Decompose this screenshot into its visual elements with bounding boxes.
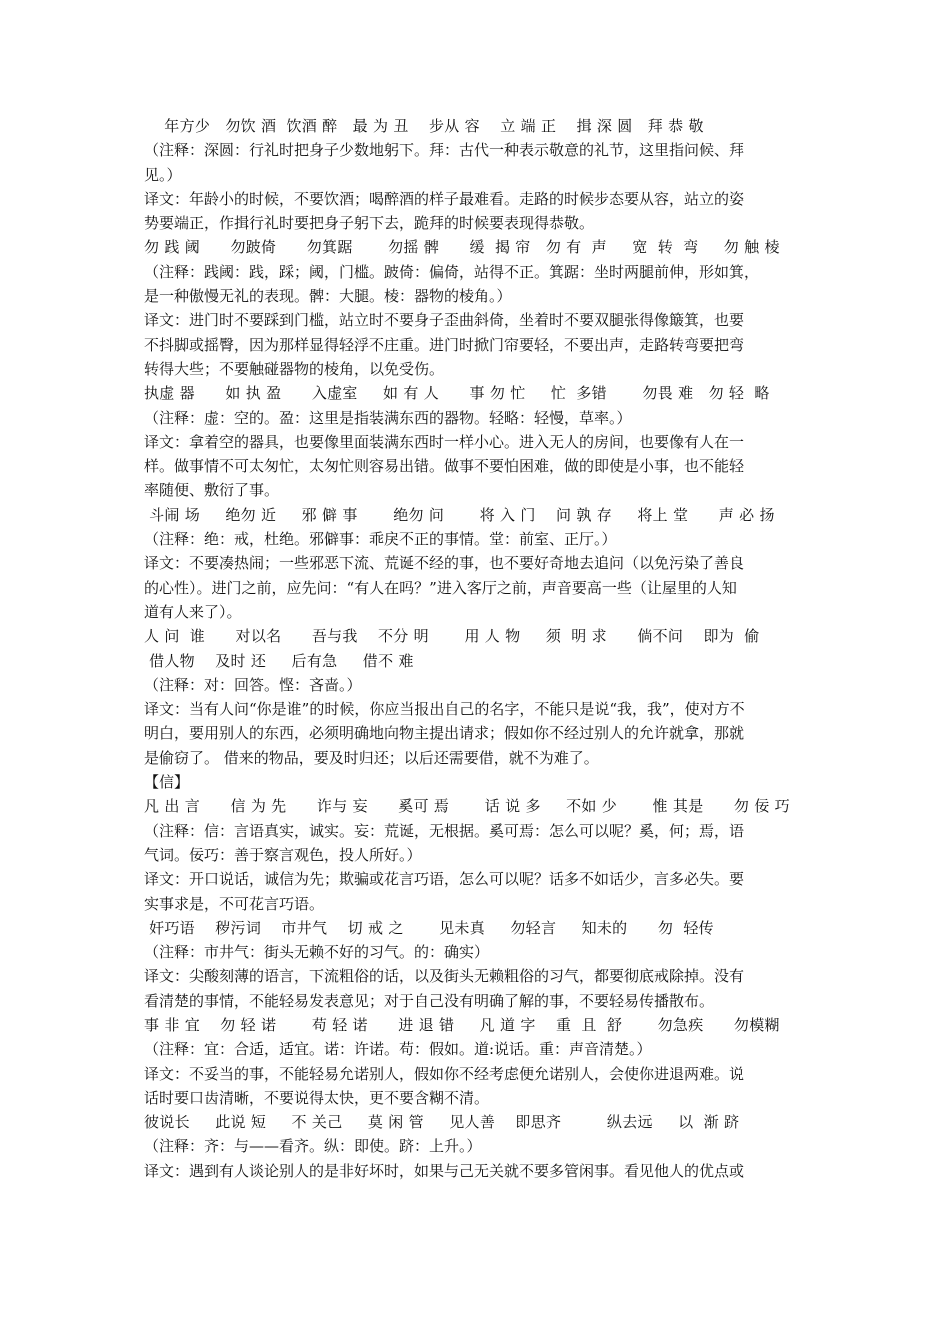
translation-line: 译文：不要凑热闹；一些邪恶下流、荒诞不经的事，也不要好奇地去追问（以免污染了善良 — [144, 554, 745, 573]
annotation-line: （注释：绝：戒，杜绝。邪僻事：乖戾不正的事情。堂：前室、正厅。） — [144, 530, 617, 549]
translation-line: 明白，要用别人的东西，必须明确地向物主提出请求；假如你不经过别人的允许就拿，那就 — [144, 724, 745, 743]
translation-line: 样。做事情不可太匆忙，太匆忙则容易出错。做事不要怕困难，做的即使是小事，也不能轻 — [144, 457, 745, 476]
verse-line: 人 问 谁 对以名 吾与我 不分 明 用 人 物 须 明 求 倘不问 即为 偷 — [144, 627, 760, 646]
translation-line: 看清楚的事情，不能轻易发表意见；对于自己没有明确了解的事，不要轻易传播散布。 — [144, 991, 715, 1010]
verse-line: 借人物 及时 还 后有急 借不 难 — [144, 651, 414, 670]
annotation-line: （注释：深圆：行礼时把身子少数地躬下。拜：古代一种表示敬意的礼节，这里指问候、拜 — [144, 141, 745, 160]
translation-line: 译文：拿着空的器具，也要像里面装满东西时一样小心。进入无人的房间，也要像有人在一 — [144, 432, 745, 451]
translation-line: 译文：遇到有人谈论别人的是非好坏时，如果与己无关就不要多管闲事。看见他人的优点或 — [144, 1161, 745, 1180]
section-heading: 【信】 — [144, 773, 190, 792]
annotation-line: 见。） — [144, 165, 182, 184]
annotation-line: （注释：虚：空的。盈：这里是指装满东西的器物。轻略：轻慢，草率。） — [144, 408, 632, 427]
translation-line: 是偷窃了。 借来的物品，要及时归还；以后还需要借，就不为难了。 — [144, 748, 599, 767]
document-body — [144, 114, 812, 1183]
translation-line: 势要端正，作揖行礼时要把身子躬下去，跪拜的时候要表现得恭敬。 — [144, 214, 595, 233]
annotation-line: （注释：宜：合适，适宜。诺：许诺。苟：假如。道:说话。重：声音清楚。） — [144, 1040, 652, 1059]
translation-line: 的心性）。进门之前，应先问：“有人在吗？”进入客厅之前，声音要高一些（让屋里的人知 — [144, 578, 737, 597]
translation-line: 道有人来了）。 — [144, 602, 242, 621]
annotation-line: 气词。佞巧：善于察言观色，投人所好。） — [144, 845, 422, 864]
verse-line: 执虚 器 如 执 盈 入虚室 如 有 人 事 勿 忙 忙 多错 勿畏 难 勿 轻 略 — [144, 384, 770, 403]
translation-line: 译文：进门时不要踩到门槛，站立时不要身子歪曲斜倚，坐着时不要双腿张得像簸箕，也要 — [144, 311, 745, 330]
verse-line: 奸巧语 秽污词 市井气 切 戒 之 见未真 勿轻言 知未的 勿 轻传 — [144, 918, 714, 937]
translation-line: 译文：当有人问“你是谁”的时候，你应当报出自己的名字，不能只是说“我，我”，使对方不 — [144, 700, 745, 719]
verse-line: 斗闹 场 绝勿 近 邪 僻 事 绝勿 问 将 入 门 问 孰 存 将上 堂 声 必 扬 — [144, 505, 775, 524]
translation-line: 率随便、敷衍了事。 — [144, 481, 280, 500]
verse-line: 凡 出 言 信 为 先 诈与 妄 奚可 焉 话 说 多 不如 少 惟 其是 勿 佞 巧 — [144, 797, 790, 816]
translation-line: 实事求是，不可花言巧语。 — [144, 894, 325, 913]
translation-line: 译文：不妥当的事，不能轻易允诺别人，假如你不经考虑便允诺别人，会使你进退两难。说 — [144, 1064, 745, 1083]
annotation-line: （注释：齐：与——看齐。纵：即使。跻：上升。） — [144, 1137, 482, 1156]
translation-line: 不抖脚或摇臀，因为那样显得轻浮不庄重。进门时掀门帘要轻，不要出声，走路转弯要把弯 — [144, 335, 745, 354]
verse-line: 事 非 宜 勿 轻 诺 苟 轻 诺 进 退 错 凡 道 字 重 且 舒 勿急疾 勿模糊 — [144, 1015, 780, 1034]
annotation-line: （注释：信：言语真实，诚实。妄：荒诞，无根据。奚可焉：怎么可以呢？奚，何；焉，语 — [144, 821, 745, 840]
annotation-line: （注释：践阈：践，踩；阈，门槛。跛倚：偏倚，站得不正。箕踞：坐时两腿前伸，形如箕， — [144, 262, 760, 281]
annotation-line: （注释：市井气：街头无赖不好的习气。的：确实） — [144, 943, 490, 962]
translation-line: 译文：年龄小的时候，不要饮酒；喝醉酒的样子最难看。走路的时候步态要从容，站立的姿 — [144, 189, 745, 208]
verse-line: 彼说长 此说 短 不 关己 莫 闲 管 见人善 即思齐 纵去远 以 渐 跻 — [144, 1113, 740, 1132]
annotation-line: 是一种傲慢无礼的表现。髀：大腿。棱：器物的棱角。） — [144, 287, 512, 306]
translation-line: 译文：开口说话，诚信为先；欺骗或花言巧语，怎么可以呢？话多不如话少，言多必失。要 — [144, 870, 745, 889]
translation-line: 话时要口齿清晰，不要说得太快，更不要含糊不清。 — [144, 1088, 490, 1107]
verse-line: 年方少 勿饮 酒 饮酒 醉 最 为 丑 步从 容 立 端 正 揖 深 圆 拜 恭 敬 — [144, 117, 704, 135]
annotation-line: （注释：对：回答。悭：吝啬。） — [144, 675, 362, 694]
translation-line: 译文：尖酸刻薄的语言，下流粗俗的话，以及街头无赖粗俗的习气，都要彻底戒除掉。没有 — [144, 967, 745, 986]
translation-line: 转得大些；不要触碰器物的棱角，以免受伤。 — [144, 359, 445, 378]
verse-line: 勿 践 阈 勿跛倚 勿箕踞 勿摇 髀 缓 揭 帘 勿 有 声 宽 转 弯 勿 触 棱 — [144, 238, 780, 257]
